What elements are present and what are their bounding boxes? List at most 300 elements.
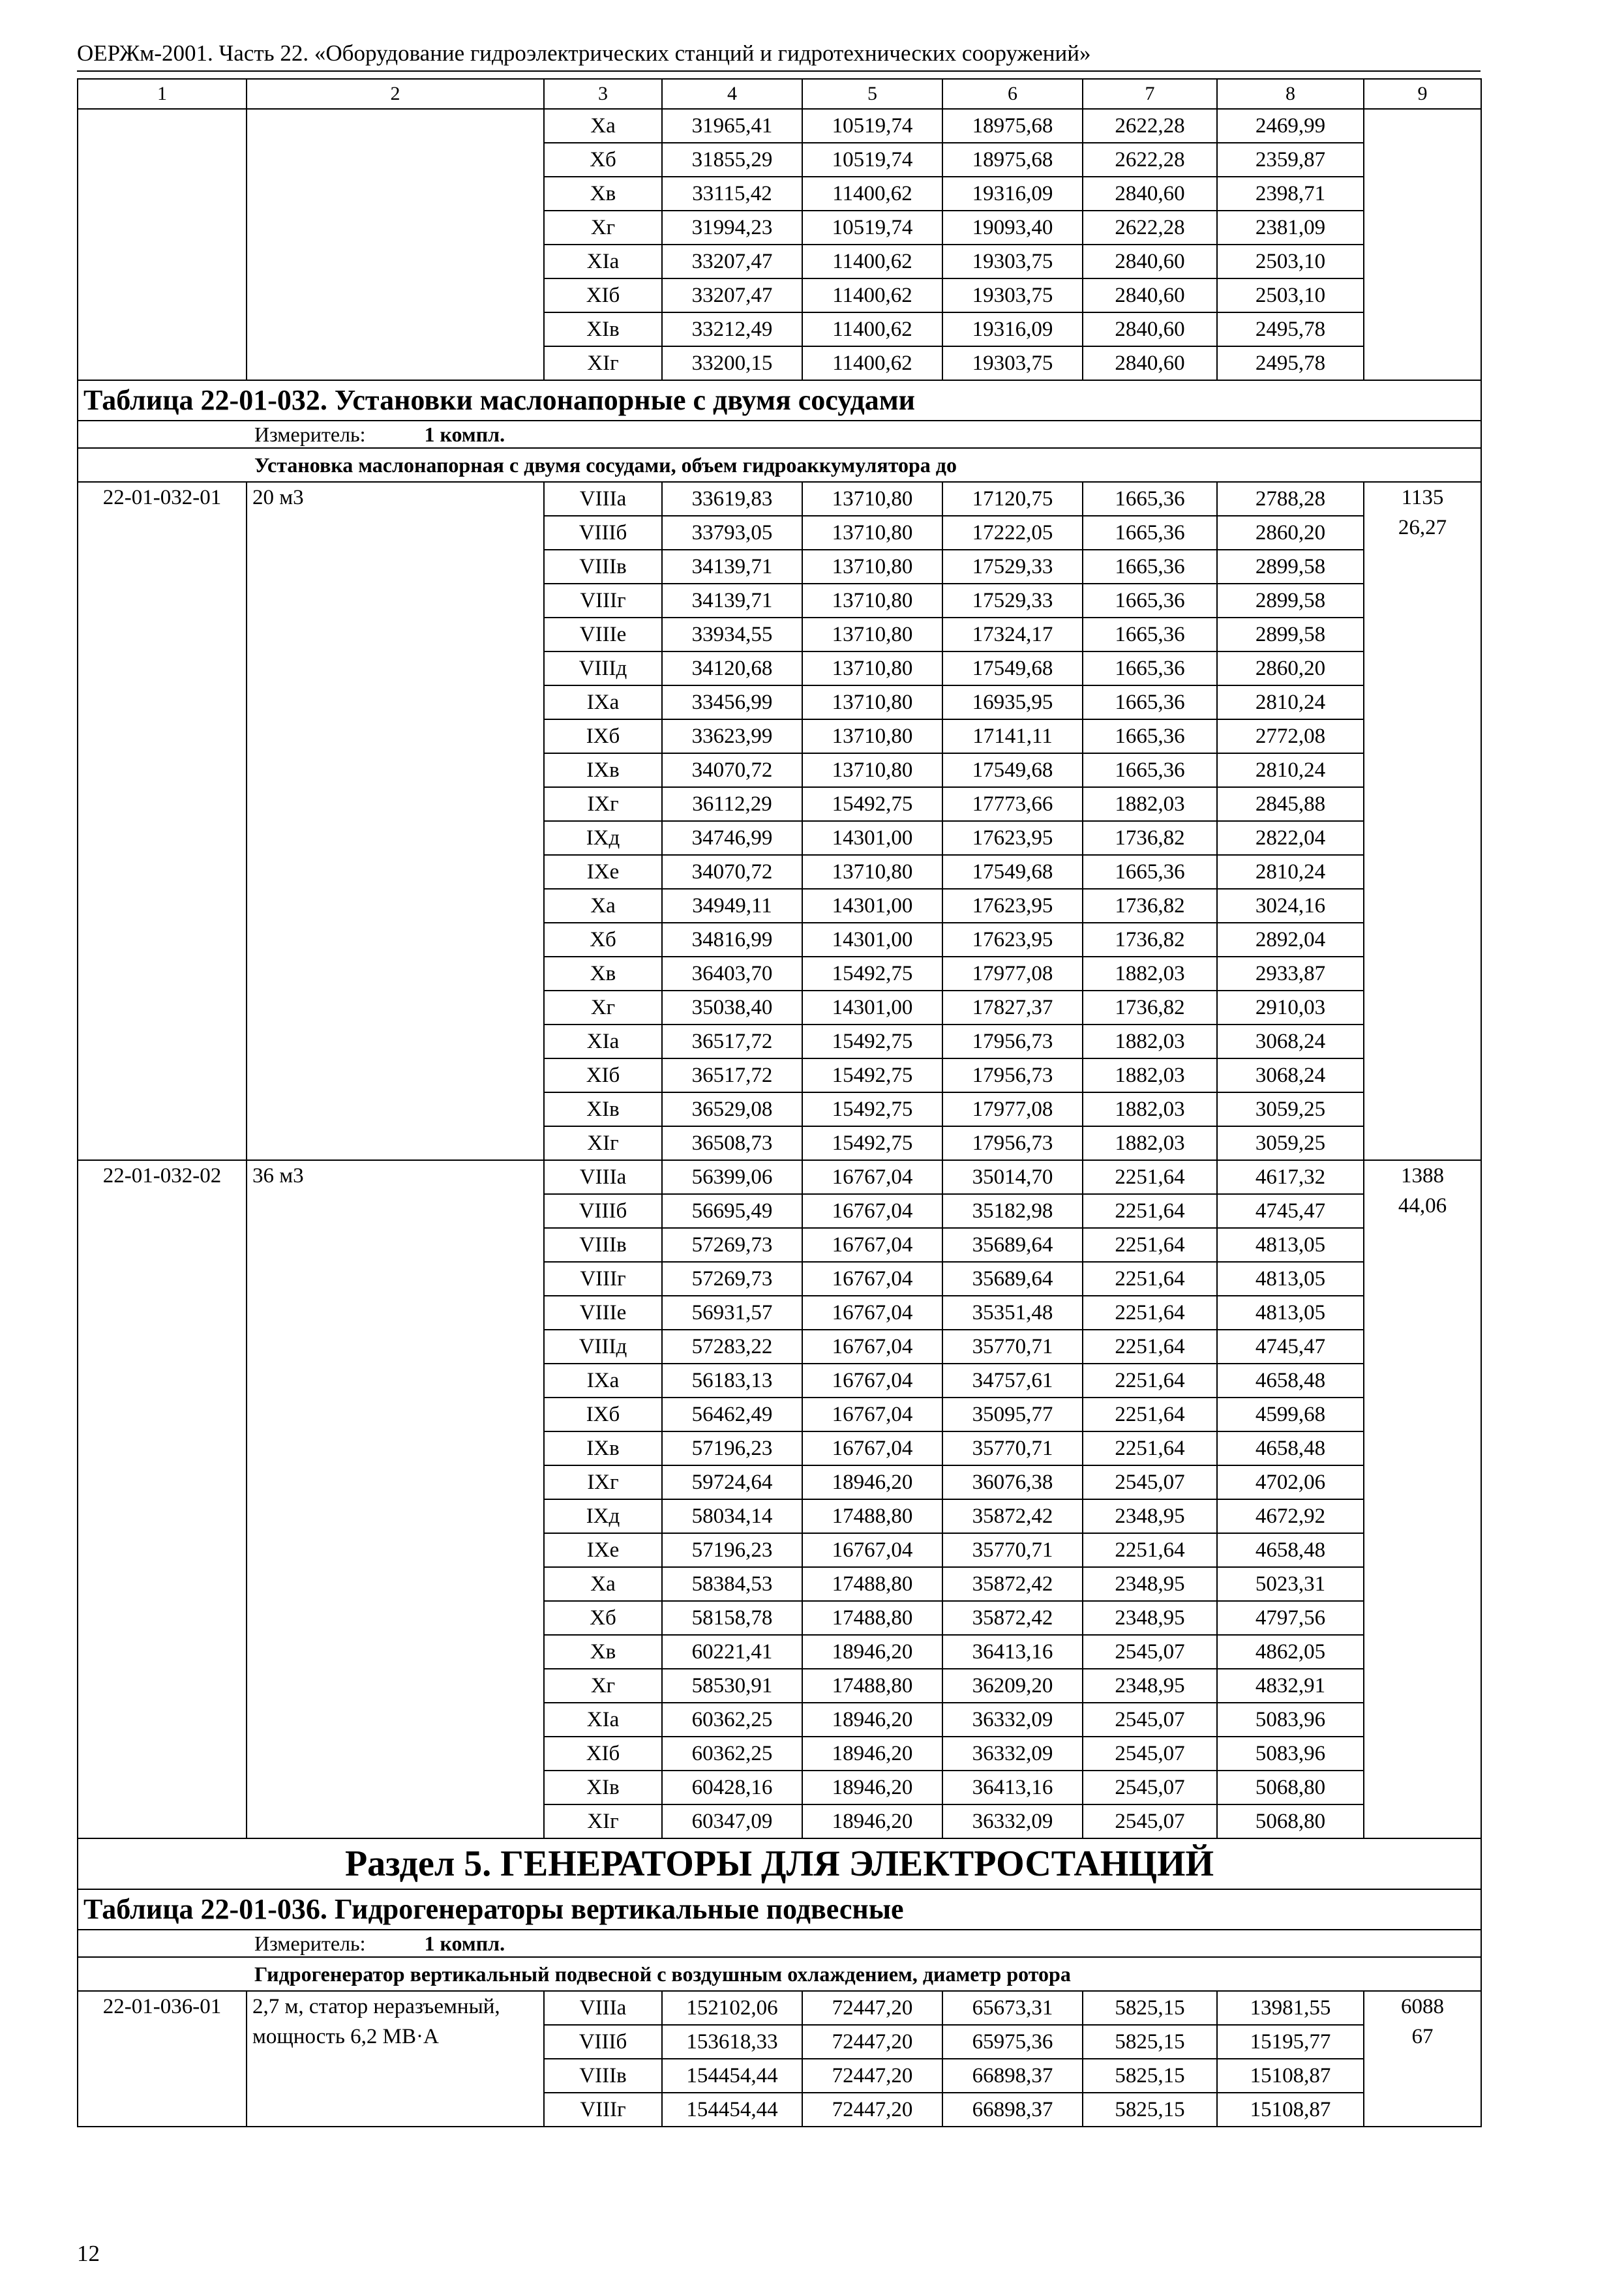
value-cell: 2251,64	[1083, 1431, 1217, 1465]
norm-value: 44,06	[1398, 1194, 1447, 1218]
zone-cell: VIIIб	[544, 516, 662, 550]
zone-cell: VIIIa	[544, 1991, 662, 2025]
value-cell: 10519,74	[802, 211, 942, 245]
value-cell: 5023,31	[1217, 1567, 1364, 1601]
value-cell: 2840,60	[1083, 245, 1217, 278]
value-cell: 34139,71	[662, 584, 802, 618]
zone-cell: XIв	[544, 1771, 662, 1804]
zone-cell: VIIIд	[544, 1330, 662, 1364]
value-cell: 56399,06	[662, 1160, 802, 1194]
value-cell: 2772,08	[1217, 719, 1364, 753]
value-cell: 1736,82	[1083, 923, 1217, 957]
zone-cell: XIб	[544, 1737, 662, 1771]
value-cell: 11400,62	[802, 312, 942, 346]
value-cell: 33456,99	[662, 685, 802, 719]
value-cell: 2545,07	[1083, 1804, 1217, 1838]
meter-cell	[78, 1930, 1481, 1957]
value-cell: 17549,68	[942, 855, 1083, 889]
value-cell: 34757,61	[942, 1364, 1083, 1398]
value-cell: 34746,99	[662, 821, 802, 855]
zone-cell: IXе	[544, 1533, 662, 1567]
value-cell: 2810,24	[1217, 685, 1364, 719]
value-cell: 16767,04	[802, 1364, 942, 1398]
item-code: 22-01-032-01	[78, 482, 247, 1160]
value-cell: 18975,68	[942, 143, 1083, 177]
value-cell: 72447,20	[802, 2059, 942, 2093]
item-code: 22-01-036-01	[78, 1991, 247, 2127]
value-cell: 4813,05	[1217, 1262, 1364, 1296]
value-cell: 18946,20	[802, 1804, 942, 1838]
zone-cell: VIIIд	[544, 651, 662, 685]
value-cell: 34070,72	[662, 855, 802, 889]
value-cell: 4702,06	[1217, 1465, 1364, 1499]
zone-cell: IXг	[544, 1465, 662, 1499]
value-cell: 15195,77	[1217, 2025, 1364, 2059]
value-cell: 1882,03	[1083, 1058, 1217, 1092]
value-cell: 19303,75	[942, 245, 1083, 278]
value-cell: 60347,09	[662, 1804, 802, 1838]
value-cell: 17222,05	[942, 516, 1083, 550]
value-cell: 4832,91	[1217, 1669, 1364, 1703]
value-cell: 2840,60	[1083, 312, 1217, 346]
subtitle-row	[78, 1957, 1481, 1991]
table-title-row	[78, 1889, 1481, 1930]
zone-cell: VIIIб	[544, 1194, 662, 1228]
value-cell: 60428,16	[662, 1771, 802, 1804]
value-cell: 18946,20	[802, 1465, 942, 1499]
value-cell: 58034,14	[662, 1499, 802, 1533]
code-cell	[78, 109, 247, 380]
value-cell: 5068,80	[1217, 1771, 1364, 1804]
value-cell: 13710,80	[802, 855, 942, 889]
value-cell: 15108,87	[1217, 2093, 1364, 2127]
value-cell: 17827,37	[942, 991, 1083, 1025]
zone-cell: Xг	[544, 211, 662, 245]
zone-cell: XIг	[544, 346, 662, 380]
value-cell: 5068,80	[1217, 1804, 1364, 1838]
value-cell: 2251,64	[1083, 1228, 1217, 1262]
zone-cell: Xв	[544, 177, 662, 211]
zone-cell: IXa	[544, 685, 662, 719]
value-cell: 2545,07	[1083, 1737, 1217, 1771]
value-cell: 31994,23	[662, 211, 802, 245]
column-header: 8	[1217, 79, 1364, 109]
value-cell: 34816,99	[662, 923, 802, 957]
value-cell: 35095,77	[942, 1398, 1083, 1431]
value-cell: 17529,33	[942, 550, 1083, 584]
value-cell: 58530,91	[662, 1669, 802, 1703]
value-cell: 33115,42	[662, 177, 802, 211]
column-header: 1	[78, 79, 247, 109]
value-cell: 33207,47	[662, 278, 802, 312]
zone-cell: VIIIг	[544, 2093, 662, 2127]
value-cell: 56462,49	[662, 1398, 802, 1431]
value-cell: 1665,36	[1083, 719, 1217, 753]
value-cell: 2622,28	[1083, 211, 1217, 245]
value-cell: 65975,36	[942, 2025, 1083, 2059]
value-cell: 1665,36	[1083, 753, 1217, 787]
value-cell: 35872,42	[942, 1567, 1083, 1601]
value-cell: 11400,62	[802, 346, 942, 380]
zone-cell: Xв	[544, 957, 662, 991]
value-cell: 2860,20	[1217, 651, 1364, 685]
value-cell: 36517,72	[662, 1025, 802, 1058]
value-cell: 35872,42	[942, 1499, 1083, 1533]
zone-cell: VIIIе	[544, 618, 662, 651]
value-cell: 35770,71	[942, 1431, 1083, 1465]
column-header: 3	[544, 79, 662, 109]
zone-cell: Xa	[544, 889, 662, 923]
zone-cell: Xб	[544, 143, 662, 177]
value-cell: 2359,87	[1217, 143, 1364, 177]
value-cell: 4599,68	[1217, 1398, 1364, 1431]
value-cell: 152102,06	[662, 1991, 802, 2025]
zone-cell: XIг	[544, 1804, 662, 1838]
meter-unit: 1 компл.	[424, 1932, 505, 1955]
zone-cell: Xв	[544, 1635, 662, 1669]
value-cell: 36332,09	[942, 1737, 1083, 1771]
value-cell: 60221,41	[662, 1635, 802, 1669]
value-cell: 17549,68	[942, 651, 1083, 685]
value-cell: 56931,57	[662, 1296, 802, 1330]
zone-cell: VIIIг	[544, 1262, 662, 1296]
value-cell: 17488,80	[802, 1567, 942, 1601]
subtitle: Гидрогенератор вертикальный подвесной с воздушным охлаждением, диаметр ротора	[254, 1962, 1071, 1986]
zone-cell: IXг	[544, 787, 662, 821]
page-number: 12	[77, 2241, 100, 2266]
column-header: 4	[662, 79, 802, 109]
table-row	[78, 482, 1481, 516]
value-cell: 56695,49	[662, 1194, 802, 1228]
value-cell: 2840,60	[1083, 278, 1217, 312]
table-title: Таблица 22-01-032. Установки маслонапорные с двумя сосудами	[78, 380, 1481, 421]
value-cell: 16767,04	[802, 1262, 942, 1296]
value-cell: 72447,20	[802, 2093, 942, 2127]
value-cell: 17773,66	[942, 787, 1083, 821]
zone-cell: IXд	[544, 821, 662, 855]
value-cell: 2251,64	[1083, 1330, 1217, 1364]
value-cell: 35182,98	[942, 1194, 1083, 1228]
zone-cell: VIIIв	[544, 550, 662, 584]
value-cell: 11400,62	[802, 177, 942, 211]
value-cell: 2622,28	[1083, 143, 1217, 177]
value-cell: 17977,08	[942, 957, 1083, 991]
value-cell: 16767,04	[802, 1296, 942, 1330]
value-cell: 17956,73	[942, 1126, 1083, 1160]
value-cell: 5825,15	[1083, 2093, 1217, 2127]
value-cell: 2348,95	[1083, 1601, 1217, 1635]
value-cell: 2810,24	[1217, 855, 1364, 889]
value-cell: 2892,04	[1217, 923, 1364, 957]
value-cell: 1736,82	[1083, 889, 1217, 923]
value-cell: 13710,80	[802, 719, 942, 753]
value-cell: 17623,95	[942, 821, 1083, 855]
zone-cell: XIв	[544, 312, 662, 346]
value-cell: 35689,64	[942, 1228, 1083, 1262]
value-cell: 2495,78	[1217, 312, 1364, 346]
value-cell: 36413,16	[942, 1771, 1083, 1804]
zone-cell: IXе	[544, 855, 662, 889]
value-cell: 18946,20	[802, 1737, 942, 1771]
value-cell: 72447,20	[802, 1991, 942, 2025]
value-cell: 17529,33	[942, 584, 1083, 618]
value-cell: 16767,04	[802, 1194, 942, 1228]
section-heading: Раздел 5. ГЕНЕРАТОРЫ ДЛЯ ЭЛЕКТРОСТАНЦИЙ	[78, 1838, 1481, 1889]
value-cell: 2251,64	[1083, 1398, 1217, 1431]
value-cell: 2251,64	[1083, 1296, 1217, 1330]
value-cell: 15492,75	[802, 787, 942, 821]
value-cell: 4862,05	[1217, 1635, 1364, 1669]
value-cell: 5083,96	[1217, 1737, 1364, 1771]
value-cell: 2622,28	[1083, 109, 1217, 143]
value-cell: 2503,10	[1217, 245, 1364, 278]
value-cell: 17623,95	[942, 923, 1083, 957]
value-cell: 3024,16	[1217, 889, 1364, 923]
zone-cell: Xa	[544, 109, 662, 143]
value-cell: 2810,24	[1217, 753, 1364, 787]
value-cell: 2840,60	[1083, 346, 1217, 380]
value-cell: 58158,78	[662, 1601, 802, 1635]
rates-table-body	[78, 79, 1481, 2127]
column-header: 9	[1364, 79, 1481, 109]
value-cell: 1882,03	[1083, 957, 1217, 991]
value-cell: 14301,00	[802, 923, 942, 957]
value-cell: 19303,75	[942, 346, 1083, 380]
value-cell: 66898,37	[942, 2093, 1083, 2127]
zone-cell: Xг	[544, 991, 662, 1025]
value-cell: 2251,64	[1083, 1194, 1217, 1228]
zone-cell: VIIIa	[544, 482, 662, 516]
zone-cell: VIIIб	[544, 2025, 662, 2059]
value-cell: 2469,99	[1217, 109, 1364, 143]
value-cell: 16767,04	[802, 1228, 942, 1262]
value-cell: 13710,80	[802, 550, 942, 584]
value-cell: 2860,20	[1217, 516, 1364, 550]
value-cell: 1665,36	[1083, 516, 1217, 550]
value-cell: 59724,64	[662, 1465, 802, 1499]
zone-cell: Xб	[544, 923, 662, 957]
value-cell: 34949,11	[662, 889, 802, 923]
value-cell: 17956,73	[942, 1025, 1083, 1058]
value-cell: 60362,25	[662, 1737, 802, 1771]
value-cell: 2348,95	[1083, 1499, 1217, 1533]
subtitle: Установка маслонапорная с двумя сосудами, объем гидроаккумулятора до	[254, 453, 957, 477]
value-cell: 3059,25	[1217, 1092, 1364, 1126]
value-cell: 33200,15	[662, 346, 802, 380]
table-row	[78, 1160, 1481, 1194]
zone-cell: Xa	[544, 1567, 662, 1601]
value-cell: 3068,24	[1217, 1025, 1364, 1058]
zone-cell: VIIIе	[544, 1296, 662, 1330]
value-cell: 13710,80	[802, 516, 942, 550]
value-cell: 2503,10	[1217, 278, 1364, 312]
value-cell: 14301,00	[802, 991, 942, 1025]
value-cell: 34120,68	[662, 651, 802, 685]
zone-cell: IXд	[544, 1499, 662, 1533]
zone-cell: VIIIв	[544, 2059, 662, 2093]
value-cell: 2381,09	[1217, 211, 1364, 245]
meter-label: Измеритель:	[254, 1932, 366, 1955]
item-name: 36 м3	[247, 1160, 544, 1838]
value-cell: 2348,95	[1083, 1669, 1217, 1703]
value-cell: 4745,47	[1217, 1194, 1364, 1228]
value-cell: 2545,07	[1083, 1771, 1217, 1804]
value-cell: 18946,20	[802, 1635, 942, 1669]
meter-row	[78, 1930, 1481, 1957]
value-cell: 33623,99	[662, 719, 802, 753]
value-cell: 5083,96	[1217, 1703, 1364, 1737]
zone-cell: IXв	[544, 1431, 662, 1465]
value-cell: 18946,20	[802, 1703, 942, 1737]
zone-cell: Xг	[544, 1669, 662, 1703]
value-cell: 17120,75	[942, 482, 1083, 516]
value-cell: 33793,05	[662, 516, 802, 550]
value-cell: 17977,08	[942, 1092, 1083, 1126]
value-cell: 1665,36	[1083, 618, 1217, 651]
value-cell: 16767,04	[802, 1533, 942, 1567]
subtitle-cell	[78, 448, 1481, 482]
value-cell: 1882,03	[1083, 1126, 1217, 1160]
norm-cell	[1364, 1991, 1481, 2127]
value-cell: 16767,04	[802, 1431, 942, 1465]
value-cell: 2251,64	[1083, 1364, 1217, 1398]
table-title-row	[78, 380, 1481, 421]
name-cell	[247, 109, 544, 380]
value-cell: 1665,36	[1083, 482, 1217, 516]
table-title: Таблица 22-01-036. Гидрогенераторы вертикальные подвесные	[78, 1889, 1481, 1930]
value-cell: 1665,36	[1083, 651, 1217, 685]
value-cell: 17488,80	[802, 1601, 942, 1635]
value-cell: 35351,48	[942, 1296, 1083, 1330]
value-cell: 58384,53	[662, 1567, 802, 1601]
value-cell: 17141,11	[942, 719, 1083, 753]
section-heading-row	[78, 1838, 1481, 1889]
value-cell: 2348,95	[1083, 1567, 1217, 1601]
meter-unit: 1 компл.	[424, 423, 505, 446]
value-cell: 1665,36	[1083, 855, 1217, 889]
zone-cell: Xб	[544, 1601, 662, 1635]
value-cell: 16935,95	[942, 685, 1083, 719]
zone-cell: XIб	[544, 278, 662, 312]
value-cell: 2251,64	[1083, 1160, 1217, 1194]
value-cell: 15492,75	[802, 1025, 942, 1058]
value-cell: 15492,75	[802, 1058, 942, 1092]
value-cell: 5825,15	[1083, 1991, 1217, 2025]
table-row	[78, 1991, 1481, 2025]
rates-table	[77, 78, 1482, 2127]
value-cell: 13710,80	[802, 753, 942, 787]
value-cell: 3059,25	[1217, 1126, 1364, 1160]
value-cell: 33207,47	[662, 245, 802, 278]
zone-cell: VIIIa	[544, 1160, 662, 1194]
table-row	[78, 109, 1481, 143]
value-cell: 4658,48	[1217, 1431, 1364, 1465]
value-cell: 4797,56	[1217, 1601, 1364, 1635]
value-cell: 13710,80	[802, 618, 942, 651]
value-cell: 17488,80	[802, 1499, 942, 1533]
value-cell: 2822,04	[1217, 821, 1364, 855]
value-cell: 15108,87	[1217, 2059, 1364, 2093]
item-code: 22-01-032-02	[78, 1160, 247, 1838]
value-cell: 2933,87	[1217, 957, 1364, 991]
value-cell: 1882,03	[1083, 1092, 1217, 1126]
value-cell: 17956,73	[942, 1058, 1083, 1092]
value-cell: 36112,29	[662, 787, 802, 821]
value-cell: 17488,80	[802, 1669, 942, 1703]
column-header: 6	[942, 79, 1083, 109]
value-cell: 11400,62	[802, 278, 942, 312]
value-cell: 2845,88	[1217, 787, 1364, 821]
norm-value: 67	[1411, 2025, 1434, 2048]
value-cell: 17623,95	[942, 889, 1083, 923]
value-cell: 13981,55	[1217, 1991, 1364, 2025]
page-header: ОЕРЖм-2001. Часть 22. «Оборудование гидроэлектрических станций и гидротехнических сооружений»	[77, 40, 1091, 66]
value-cell: 35872,42	[942, 1601, 1083, 1635]
value-cell: 14301,00	[802, 889, 942, 923]
value-cell: 36517,72	[662, 1058, 802, 1092]
value-cell: 15492,75	[802, 957, 942, 991]
value-cell: 35770,71	[942, 1533, 1083, 1567]
value-cell: 33619,83	[662, 482, 802, 516]
value-cell: 4813,05	[1217, 1228, 1364, 1262]
value-cell: 1882,03	[1083, 787, 1217, 821]
value-cell: 57196,23	[662, 1431, 802, 1465]
zone-cell: XIв	[544, 1092, 662, 1126]
value-cell: 19093,40	[942, 211, 1083, 245]
norm-value: 26,27	[1398, 516, 1447, 539]
value-cell: 153618,33	[662, 2025, 802, 2059]
norm-value: 1388	[1401, 1164, 1444, 1188]
zone-cell: VIIIв	[544, 1228, 662, 1262]
value-cell: 19316,09	[942, 312, 1083, 346]
value-cell: 2899,58	[1217, 618, 1364, 651]
value-cell: 15492,75	[802, 1092, 942, 1126]
value-cell: 10519,74	[802, 109, 942, 143]
value-cell: 2251,64	[1083, 1533, 1217, 1567]
value-cell: 72447,20	[802, 2025, 942, 2059]
value-cell: 57196,23	[662, 1533, 802, 1567]
value-cell: 36209,20	[942, 1669, 1083, 1703]
value-cell: 5825,15	[1083, 2059, 1217, 2093]
header-rule	[77, 70, 1481, 72]
item-name: 20 м3	[247, 482, 544, 1160]
norm-cell	[1364, 1160, 1481, 1838]
norm-value: 1135	[1401, 486, 1444, 509]
column-header: 7	[1083, 79, 1217, 109]
value-cell: 2899,58	[1217, 550, 1364, 584]
value-cell: 13710,80	[802, 482, 942, 516]
value-cell: 18946,20	[802, 1771, 942, 1804]
value-cell: 35689,64	[942, 1262, 1083, 1296]
value-cell: 1882,03	[1083, 1025, 1217, 1058]
value-cell: 17324,17	[942, 618, 1083, 651]
value-cell: 2788,28	[1217, 482, 1364, 516]
value-cell: 34070,72	[662, 753, 802, 787]
value-cell: 4672,92	[1217, 1499, 1364, 1533]
value-cell: 154454,44	[662, 2093, 802, 2127]
value-cell: 57269,73	[662, 1228, 802, 1262]
value-cell: 15492,75	[802, 1126, 942, 1160]
value-cell: 16767,04	[802, 1398, 942, 1431]
subtitle-cell	[78, 1957, 1481, 1991]
value-cell: 4813,05	[1217, 1296, 1364, 1330]
value-cell: 18975,68	[942, 109, 1083, 143]
value-cell: 19316,09	[942, 177, 1083, 211]
zone-cell: IXб	[544, 719, 662, 753]
value-cell: 36413,16	[942, 1635, 1083, 1669]
value-cell: 35770,71	[942, 1330, 1083, 1364]
value-cell: 13710,80	[802, 685, 942, 719]
